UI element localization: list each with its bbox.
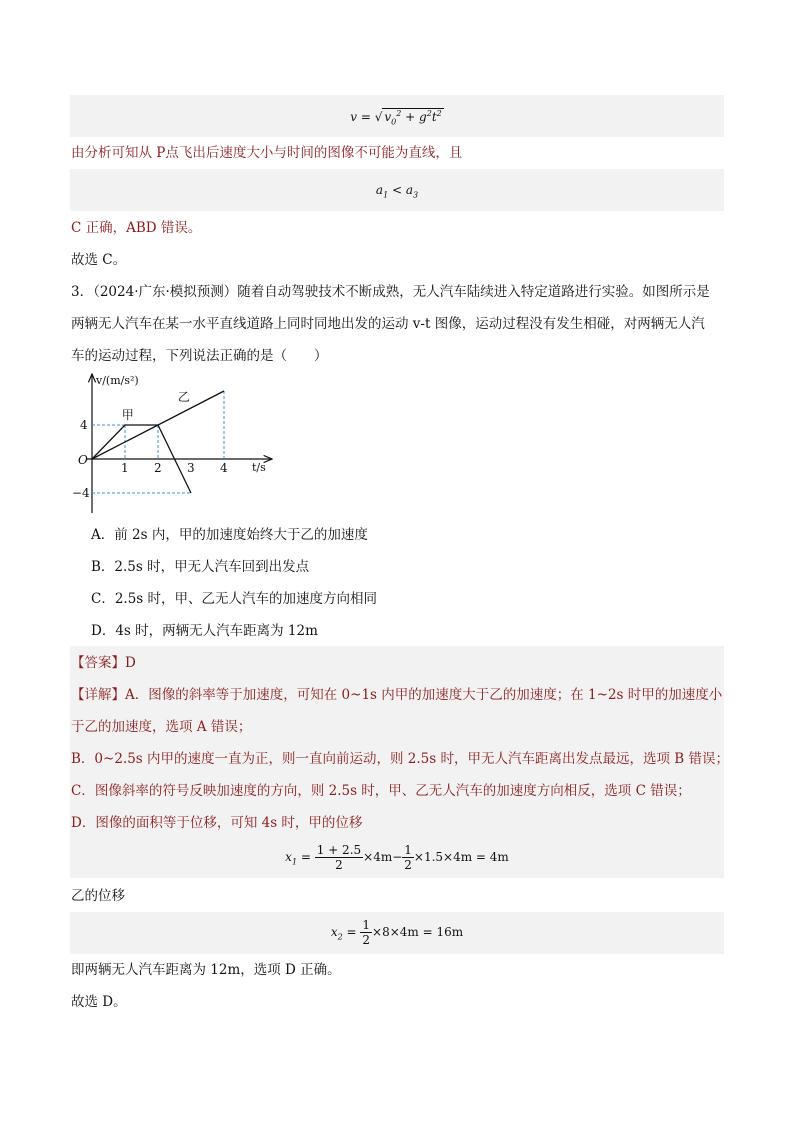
detail-d-line: D．图像的面积等于位移，可知 4s 时，甲的位移 <box>71 815 363 831</box>
detail-b-line: B．0~2.5s 内甲的速度一直为正，则一直向前运动，则 2.5s 时，甲无人汽车距离出发点最远，选项 B 错误； <box>71 751 729 767</box>
conclusion-text: 即两辆无人汽车距离为 12m，选项 D 正确。 <box>71 962 341 978</box>
x-axis-label: t/s <box>252 461 266 474</box>
series-label-jia: 甲 <box>121 408 134 422</box>
answer-tag: 【答案】 <box>71 655 125 671</box>
c-correct-text: C 正确，ABD 错误。 <box>71 220 202 236</box>
x-tick-label-1: 1 <box>121 461 129 475</box>
x2-equation: $x_2$ = $\frac{1}{2}$ ×8×4m = 16m <box>330 918 464 947</box>
origin-label: O <box>78 453 88 467</box>
y-axis-label: v/(m/s²) <box>96 374 139 387</box>
choose-c-text: 故选 C。 <box>71 252 127 268</box>
x-tick-label-3: 3 <box>187 461 195 475</box>
question-line-1: 3．（2024·广东·模拟预测）随着自动驾驶技术不断成熟，无人汽车陆续进入特定道路进行实验。如图所示是 <box>71 284 710 300</box>
detail-a-line-1: 【详解】A．图像的斜率等于加速度，可知在 0~1s 内甲的加速度大于乙的加速度；在 1~2s 时甲的加速度小 <box>71 687 723 703</box>
y-tick-label-1: −4 <box>72 486 90 500</box>
option-b: B．2.5s 时，甲无人汽车回到出发点 <box>91 559 310 575</box>
choose-d-text: 故选 D。 <box>71 994 127 1010</box>
acceleration-inequality: $a_1 < a_3$ <box>375 183 419 200</box>
vt-chart <box>72 368 292 518</box>
x-tick-label-2: 2 <box>154 461 162 475</box>
series-label-yi: 乙 <box>177 390 190 405</box>
answer-line <box>71 653 136 673</box>
analysis-text: 由分析可知从 P点飞出后速度大小与时间的图像不可能为直线，且 <box>71 145 463 161</box>
y-tick-label-0: 4 <box>80 418 88 432</box>
question-line-2: 两辆无人汽车在某一水平直线道路上同时同地出发的运动 v-t 图像，运动过程没有发生相碰，对两辆无人汽 <box>71 316 705 332</box>
detail-c-line: C．图像斜率的符号反映加速度的方向，则 2.5s 时，甲、乙无人汽车的加速度方向相反，选项 C 错误； <box>71 783 691 799</box>
x1-equation: $x_1$ = $\frac{1 + 2.5}{2}$ ×4m− $\frac{1}{2}$ ×1.5×4m = 4m <box>285 843 509 872</box>
series-line-yi <box>92 391 224 459</box>
detail-tag: 【详解】 <box>71 687 125 703</box>
option-c: C．2.5s 时，甲、乙无人汽车的加速度方向相同 <box>91 591 378 607</box>
yi-displacement-label: 乙的位移 <box>71 888 125 904</box>
option-a: A．前 2s 内，甲的加速度始终大于乙的加速度 <box>91 527 368 543</box>
question-line-3: 车的运动过程，下列说法正确的是（ ） <box>71 348 328 364</box>
answer-value: D <box>125 655 136 671</box>
detail-a-line-2: 于乙的加速度，选项 A 错误； <box>71 719 252 735</box>
option-d: D．4s 时，两辆无人汽车距离为 12m <box>91 623 318 639</box>
x-tick-label-4: 4 <box>220 461 228 475</box>
speed-equation: v = √ $v_0^2 + g^2t^2$ <box>350 109 442 127</box>
